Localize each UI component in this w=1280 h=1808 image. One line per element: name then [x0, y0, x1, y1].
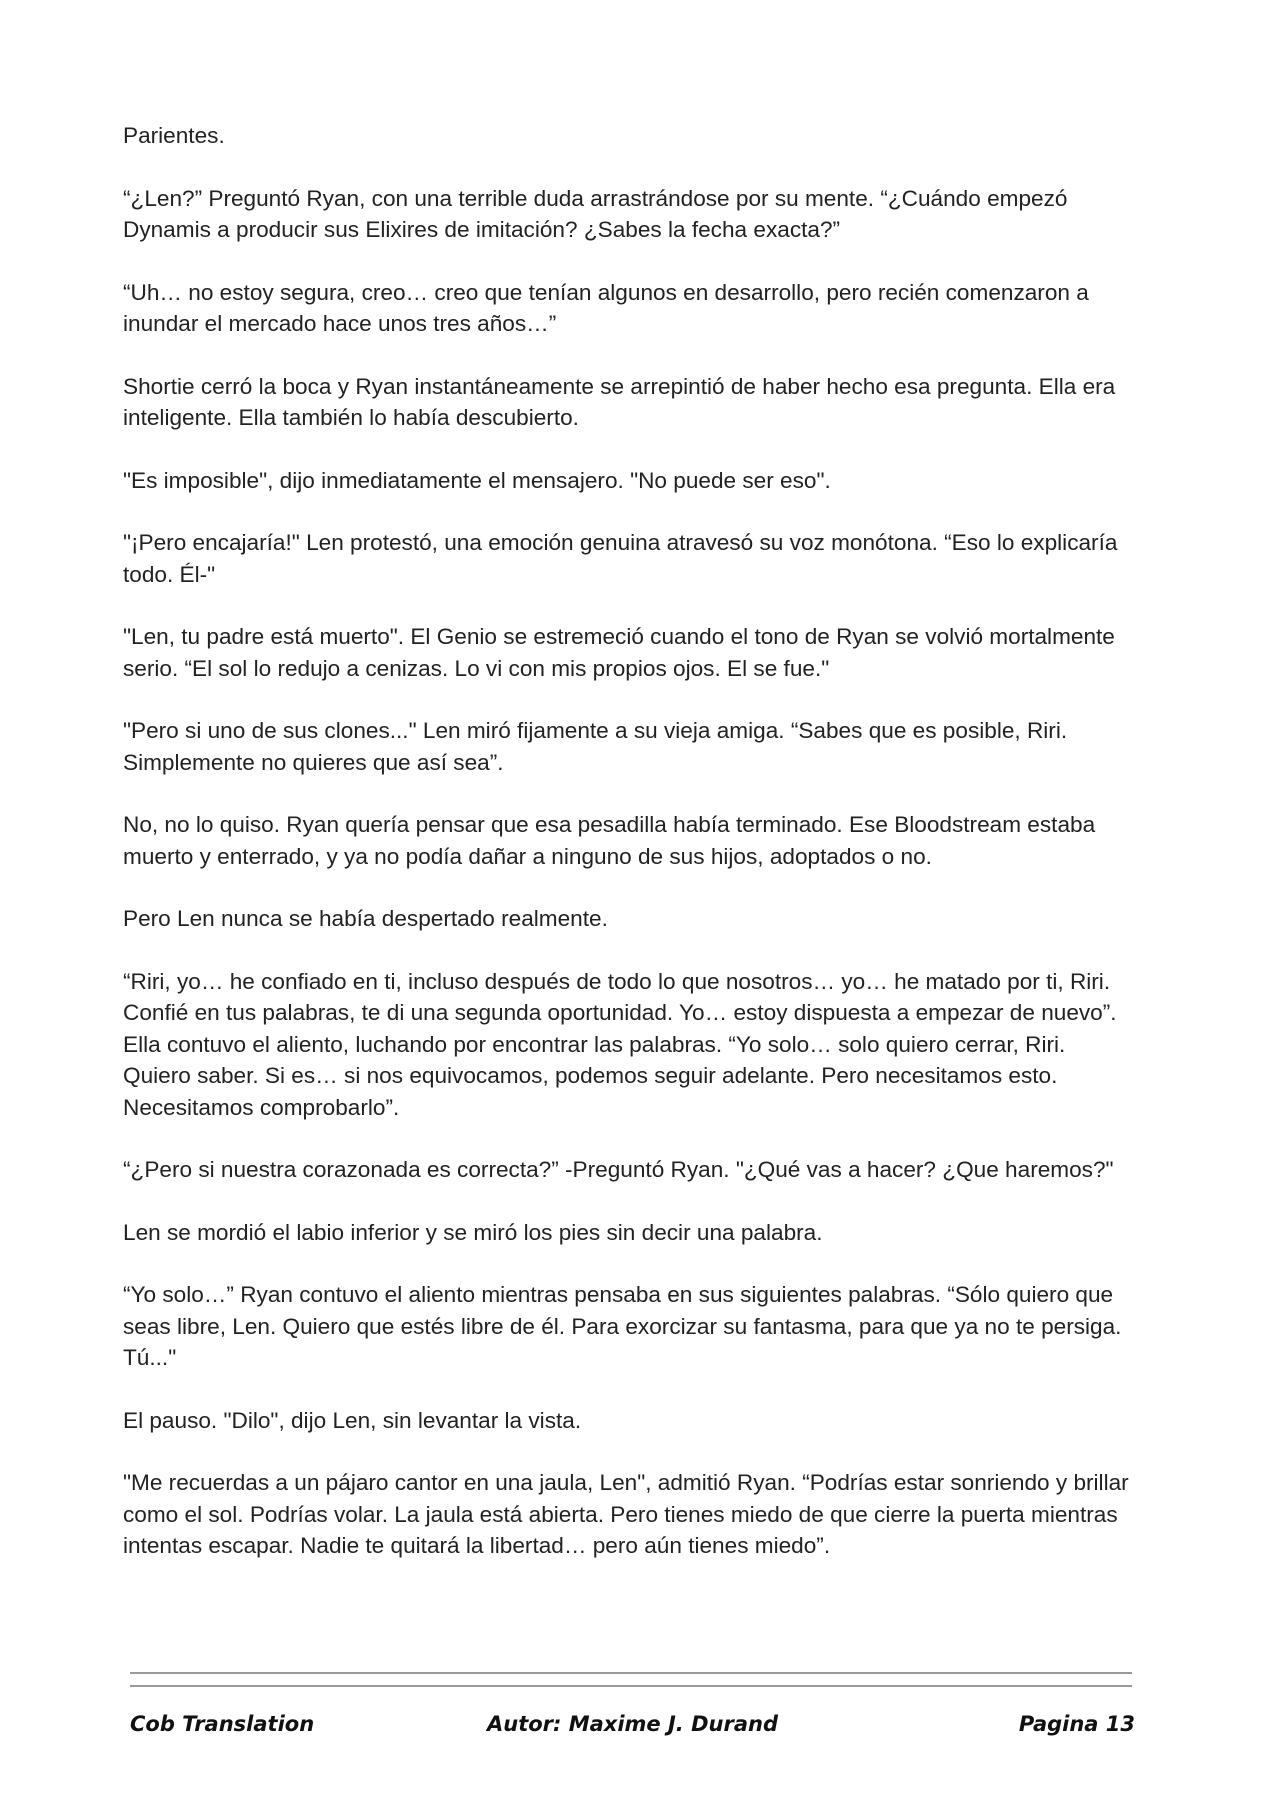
paragraph: "Me recuerdas a un pájaro cantor en una jaula, Len", admitió Ryan. “Podrías estar sonriendo y brillar como el sol. Podrías volar. La jaula está abierta. Pero tienes miedo de que cierre la puerta mientras intentas escapar. Nadie te quitará la libertad… pero aún tienes miedo”.: [123, 1470, 1129, 1558]
paragraph: “¿Pero si nuestra corazonada es correcta?” -Preguntó Ryan. "¿Qué vas a hacer? ¿Que haremos?": [123, 1157, 1114, 1182]
paragraph: “Uh… no estoy segura, creo… creo que tenían algunos en desarrollo, pero recién comenzaron a inundar el mercado hace unos tres años…”: [123, 279, 1089, 336]
paragraph: “¿Len?” Preguntó Ryan, con una terrible duda arrastrándose por su mente. “¿Cuándo empezó Dynamis a producir sus Elixires de imitación? ¿Sabes la fecha exacta?”: [123, 185, 1068, 242]
paragraph: Parientes.: [123, 123, 225, 148]
paragraph: “Riri, yo… he confiado en ti, incluso después de todo lo que nosotros… yo… he matado por ti, Riri. Confié en tus palabras, te di una segunda oportunidad. Yo… estoy dispuesta a empezar de nuevo”. Ella contuvo el aliento, luchando por encontrar las palabras. “Yo solo… solo quiero cerrar, Riri. Quiero saber. Si es… si nos equivocamos, podemos seguir adelante. Pero necesitamos esto. Necesitamos comprobarlo”.: [123, 968, 1117, 1120]
paragraph: No, no lo quiso. Ryan quería pensar que esa pesadilla había terminado. Ese Bloodstream estaba muerto y enterrado, y ya no podía dañar a ninguno de sus hijos, adoptados o no.: [123, 812, 1096, 869]
page-footer: [130, 1712, 1135, 1748]
footer-translator: Cob Translation: [130, 1712, 315, 1736]
paragraph: El pauso. "Dilo", dijo Len, sin levantar la vista.: [123, 1407, 582, 1433]
paragraph: “Yo solo…” Ryan contuvo el aliento mientras pensaba en sus siguientes palabras. “Sólo quiero que seas libre, Len. Quiero que estés libre de él. Para exorcizar su fantasma, para que ya no te persiga. Tú...": [123, 1282, 1122, 1370]
paragraph: "Pero si uno de sus clones..." Len miró fijamente a su vieja amiga. “Sabes que es posible, Riri. Simplemente no quieres que así sea”.: [123, 718, 1068, 775]
footer-page-number: Pagina 13: [1018, 1712, 1135, 1736]
paragraph: "¡Pero encajaría!" Len protestó, una emoción genuina atravesó su voz monótona. “Eso lo explicaría todo. Él-": [123, 530, 1118, 587]
paragraph: Pero Len nunca se había despertado realmente.: [123, 906, 608, 931]
paragraph: "Len, tu padre está muerto". El Genio se estremeció cuando el tono de Ryan se volvió mortalmente serio. “El sol lo redujo a cenizas. Lo vi con mis propios ojos. El se fue.": [123, 624, 1115, 681]
paragraph: Len se mordió el labio inferior y se miró los pies sin decir una palabra.: [123, 1219, 823, 1245]
footer-divider: [130, 1685, 1132, 1687]
page-body: [123, 120, 1138, 1593]
paragraph: "Es imposible", dijo inmediatamente el mensajero. "No puede ser eso".: [123, 467, 831, 493]
paragraph: Shortie cerró la boca y Ryan instantáneamente se arrepintió de haber hecho esa pregunta. Ella era inteligente. Ella también lo había descubierto.: [123, 373, 1116, 430]
footer-divider: [130, 1672, 1132, 1674]
footer-author: Autor: Maxime J. Durand: [487, 1712, 778, 1736]
